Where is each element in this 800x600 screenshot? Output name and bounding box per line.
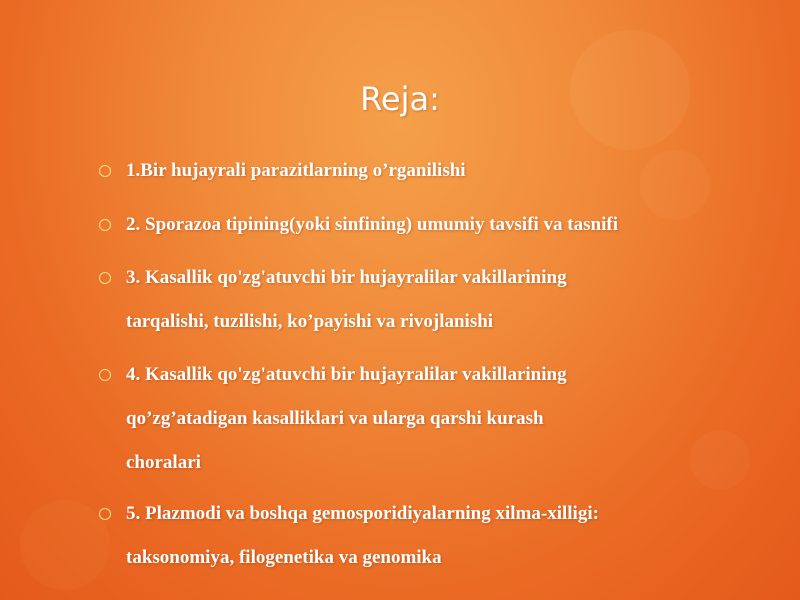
bullet-text [126, 353, 726, 485]
circle-bullet-icon [99, 165, 111, 177]
bullet-line: 3. Kasallik qo'zg'atuvchi bir hujayralilar vakillarining [126, 267, 567, 288]
circle-bullet-icon [99, 219, 111, 231]
bullet-text [126, 149, 726, 193]
circle-bullet-icon [99, 369, 111, 381]
bullet-line: 1.Bir hujayrali parazitlarning o’rganilishi [126, 160, 466, 181]
bullet-line: qo’zg’atadigan kasalliklari va ularga qarshi kurash [126, 408, 544, 429]
bullet-line: choralari [126, 452, 201, 473]
bullet-text [126, 492, 726, 580]
circle-bullet-icon [99, 508, 111, 520]
bullet-line: 5. Plazmodi va boshqa gemosporidiyalarning xilma-xilligi: [126, 503, 599, 524]
slide-title: Reja: [360, 80, 440, 118]
bullet-line: tarqalishi, tuzilishi, ko’payishi va rivojlanishi [126, 311, 494, 332]
bullet-line: taksonomiya, filogenetika va genomika [126, 547, 442, 568]
bullet-line: 4. Kasallik qo'zg'atuvchi bir hujayralilar vakillarining [126, 364, 567, 385]
bullet-text [126, 203, 726, 247]
circle-bullet-icon [99, 272, 111, 284]
bullet-line: 2. Sporazoa tipining(yoki sinfining) umumiy tavsifi va tasnifi [126, 214, 618, 235]
bullet-text [126, 256, 726, 344]
